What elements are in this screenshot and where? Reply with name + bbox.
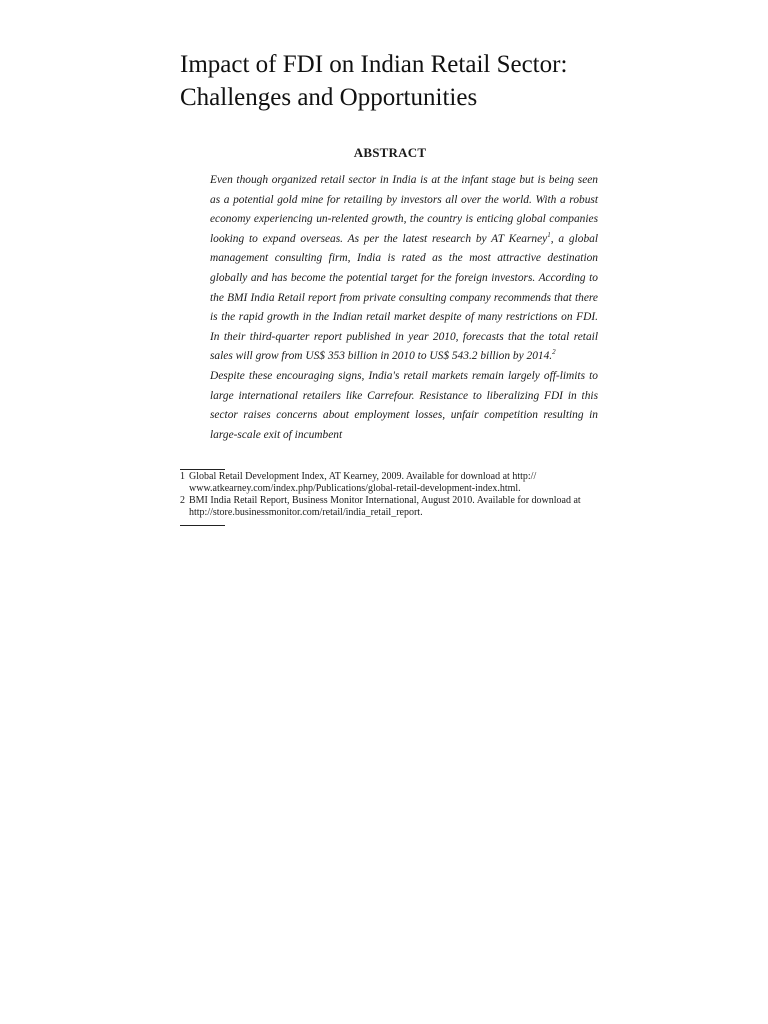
title-line-2: Challenges and Opportunities [180,84,478,111]
abstract-paragraph-2: Despite these encouraging signs, India's retail markets remain largely off-limits to large international retailers like Carrefour. Resistance to liberalizing FDI in this sector raises concerns about employment losses, unfair competition resulting in large-scale exit of incumbent [210,369,598,441]
paragraph-1-text-a: Even though organized retail sector in India is at the infant stage but is being seen as a potential gold mine for retailing by investors all over the world. With a robust economy experiencing un-relented growth, the country is enticing global companies looking to expand overseas. As per the latest research by AT Kearney [210,174,598,245]
footnote-number: 2 [180,495,185,507]
footnote-divider-top [180,469,225,470]
footnote-item [180,471,600,495]
abstract-heading: ABSTRACT [353,145,427,160]
abstract-body [210,171,598,445]
document-page [180,48,600,526]
title-line-1: Impact of FDI on Indian Retail Sector: [180,51,568,78]
abstract-paragraph-1 [210,171,598,367]
footnote-ref-2[interactable]: 2 [552,348,556,357]
footnote-number: 1 [180,471,185,483]
paragraph-1-text-b: , a global management consulting firm, India is rated as the most attractive destination globally and has become the potential target for the foreign investors. According to the BMI India Retail report from private consulting company recommends that there is the rapid growth in the Indian retail market despite of many restrictions on FDI. In their third-quarter report published in year 2010, forecasts that the total retail sales will grow from US$ 353 billion in 2010 to US$ 543.2 billion by 2014. [210,232,598,363]
footnote-text: BMI India Retail Report, Business Monitor International, August 2010. Available for download at http://store.businessmonitor.com/retail/india_retail_report. [189,495,581,519]
footnote-item [180,495,600,519]
footnote-divider-bottom [180,525,225,526]
footnote-text: Global Retail Development Index, AT Kearney, 2009. Available for download at http:// www.atkearney.com/index.php/Publications/global-retail-development-index.html. [189,471,537,495]
footnotes [180,471,600,519]
document-title [180,48,600,114]
footnote-ref-1[interactable]: 1 [547,230,551,239]
